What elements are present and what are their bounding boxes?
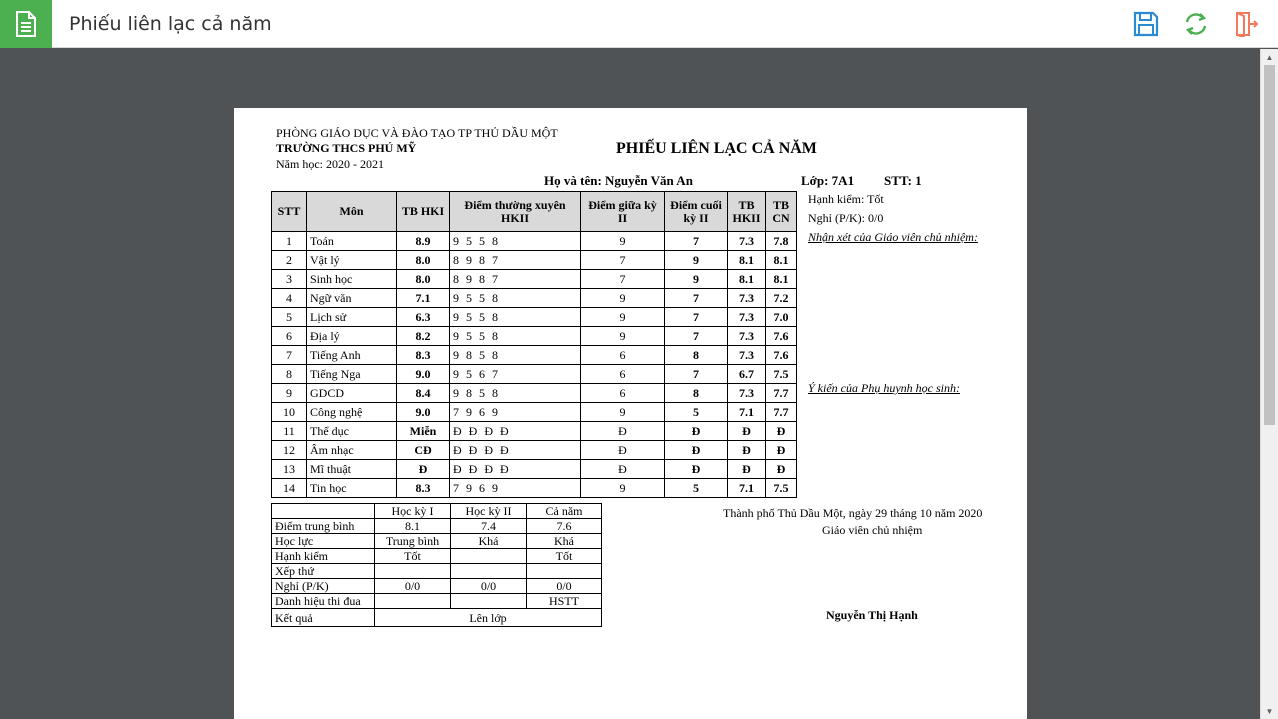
table-cell: Đ [766,441,797,460]
summary-cell: Trung bình [375,534,451,549]
summary-cell: Tốt [375,549,451,564]
table-cell: Đ Đ Đ Đ [450,422,581,441]
summary-cell: Tốt [527,549,602,564]
save-button[interactable] [1132,10,1160,38]
table-cell: Đ [665,460,728,479]
summary-row [272,534,602,549]
absence-text: Nghỉ (P/K): 0/0 [808,211,884,225]
table-cell: 7 9 6 9 [450,479,581,498]
col-header: Điểm cuối kỳ II [665,192,728,232]
table-cell: 7.1 [728,479,766,498]
place-date: Thành phố Thủ Dầu Một, ngày 29 tháng 10 năm 2020 [723,506,983,520]
exit-icon [1233,11,1259,37]
table-cell: Mĩ thuật [307,460,397,479]
scroll-down-arrow-icon[interactable]: ▼ [1265,706,1274,716]
table-cell: 9 5 5 8 [450,232,581,251]
table-cell: Đ [665,422,728,441]
summary-cell: Điểm trung bình [272,519,375,534]
summary-cell: Xếp thứ [272,564,375,579]
col-header: Điểm giữa kỳ II [581,192,665,232]
table-cell: 8.1 [728,251,766,270]
table-row [272,365,797,384]
table-cell: 8.4 [397,384,450,403]
summary-cell: Nghỉ (P/K) [272,579,375,594]
table-cell: GDCD [307,384,397,403]
col-header: TB CN [766,192,797,232]
result-row [272,609,602,627]
table-cell: 9 5 6 7 [450,365,581,384]
refresh-icon [1183,11,1209,37]
table-cell: Ngữ văn [307,289,397,308]
summary-cell: Hạnh kiểm [272,549,375,564]
table-cell: 11 [272,422,307,441]
table-cell: 9 [581,403,665,422]
table-cell: 7.7 [766,384,797,403]
report-page [234,108,1027,719]
table-cell: 2 [272,251,307,270]
table-cell: 9.0 [397,403,450,422]
summary-row [272,564,602,579]
document-icon [0,0,52,48]
table-row [272,403,797,422]
table-cell: 7 [665,327,728,346]
table-cell: 8.0 [397,251,450,270]
table-cell: 3 [272,270,307,289]
table-row [272,422,797,441]
table-cell: 7.5 [766,365,797,384]
grades-header-row [272,192,797,232]
summary-cell [375,564,451,579]
table-cell: Thể dục [307,422,397,441]
summary-cell: 7.6 [527,519,602,534]
table-cell: Tiếng Nga [307,365,397,384]
summary-cell: 0/0 [451,579,527,594]
table-cell: 8.9 [397,232,450,251]
table-cell: 8 9 8 7 [450,270,581,289]
table-cell: 8.0 [397,270,450,289]
table-cell: 7.3 [728,327,766,346]
table-cell: 7.3 [728,289,766,308]
summary-row [272,519,602,534]
table-row [272,479,797,498]
table-row [272,289,797,308]
summary-col-header: Học kỳ II [451,504,527,519]
table-cell: Đ [581,441,665,460]
scrollbar-thumb[interactable] [1264,65,1275,425]
table-row [272,232,797,251]
student-stt: STT: 1 [884,173,922,188]
table-cell: 9 [581,479,665,498]
table-row [272,270,797,289]
table-cell: Đ [728,460,766,479]
table-cell: Địa lý [307,327,397,346]
summary-row [272,579,602,594]
table-cell: 9 [581,232,665,251]
table-cell: Âm nhạc [307,441,397,460]
table-cell: 12 [272,441,307,460]
summary-cell: Khá [451,534,527,549]
table-cell: 7 [581,251,665,270]
table-cell: 9 [665,251,728,270]
table-cell: 8 [272,365,307,384]
summary-cell: 7.4 [451,519,527,534]
table-cell: 7.3 [728,308,766,327]
table-cell: 7.6 [766,346,797,365]
table-cell: 9 5 5 8 [450,327,581,346]
table-cell: 5 [665,479,728,498]
table-cell: Công nghệ [307,403,397,422]
table-cell: 10 [272,403,307,422]
table-cell: 14 [272,479,307,498]
summary-cell: Khá [527,534,602,549]
table-cell: 7.0 [766,308,797,327]
signer-name: Nguyễn Thị Hạnh [826,608,918,622]
table-cell: Tiếng Anh [307,346,397,365]
teacher-comment-label: Nhận xét của Giáo viên chủ nhiệm: [808,230,978,244]
table-cell: CĐ [397,441,450,460]
summary-col-header [272,504,375,519]
department-name: PHÒNG GIÁO DỤC VÀ ĐÀO TẠO TP THỦ DẦU MỘT [276,126,558,140]
table-cell: 7.7 [766,403,797,422]
table-cell: 7.6 [766,327,797,346]
col-header: STT [272,192,307,232]
summary-cell: 8.1 [375,519,451,534]
table-cell: Đ [766,422,797,441]
table-cell: 7.2 [766,289,797,308]
table-cell: 7 [665,365,728,384]
school-name: TRƯỜNG THCS PHÚ MỸ [276,141,417,155]
table-cell: 7.1 [397,289,450,308]
table-cell: 9 [272,384,307,403]
table-cell: Đ [581,422,665,441]
summary-cell: 0/0 [527,579,602,594]
summary-cell [451,549,527,564]
table-cell: 7 9 6 9 [450,403,581,422]
table-cell: 6.7 [728,365,766,384]
summary-cell: 0/0 [375,579,451,594]
table-cell: 8 [665,384,728,403]
table-cell: 9 8 5 8 [450,346,581,365]
table-row [272,327,797,346]
table-cell: 5 [665,403,728,422]
col-header: TB HKII [728,192,766,232]
table-row [272,251,797,270]
summary-cell [451,594,527,609]
signer-role: Giáo viên chủ nhiệm [822,523,923,537]
parent-comment-label: Ý kiến của Phụ huynh học sinh: [808,381,960,395]
col-header: Điểm thường xuyên HKII [450,192,581,232]
vertical-scrollbar[interactable] [1260,49,1278,719]
table-cell: Đ Đ Đ Đ [450,441,581,460]
student-class: Lớp: 7A1 [801,173,855,188]
table-cell: 9 [665,270,728,289]
table-cell: 4 [272,289,307,308]
table-cell: 13 [272,460,307,479]
result-label: Kết quả [272,609,375,627]
table-cell: Sinh học [307,270,397,289]
table-cell: 1 [272,232,307,251]
table-row [272,460,797,479]
summary-cell: HSTT [527,594,602,609]
table-cell: 9 5 5 8 [450,289,581,308]
conduct-text: Hạnh kiểm: Tốt [808,192,884,206]
table-cell: Đ [766,460,797,479]
table-cell: Toán [307,232,397,251]
table-cell: 9 [581,327,665,346]
result-value: Lên lớp [375,609,602,627]
table-cell: 8.3 [397,479,450,498]
table-cell: 8 [665,346,728,365]
summary-cell [375,594,451,609]
scroll-up-arrow-icon[interactable]: ▲ [1265,52,1274,62]
table-cell: 6 [272,327,307,346]
table-cell: Lịch sử [307,308,397,327]
table-cell: 7.3 [728,232,766,251]
refresh-button[interactable] [1182,10,1210,38]
table-cell: Đ Đ Đ Đ [450,460,581,479]
summary-cell [527,564,602,579]
table-cell: Đ [581,460,665,479]
summary-cell: Danh hiệu thi đua [272,594,375,609]
grades-table [271,191,797,498]
table-cell: Đ [665,441,728,460]
table-cell: 9 [581,308,665,327]
table-cell: 7.3 [728,384,766,403]
summary-table [271,503,602,627]
school-year: Năm học: 2020 - 2021 [276,157,384,171]
table-cell: 7 [665,308,728,327]
table-row [272,441,797,460]
table-cell: 5 [272,308,307,327]
table-row [272,308,797,327]
table-cell: 7.3 [728,346,766,365]
exit-button[interactable] [1232,10,1260,38]
table-cell: Đ [728,422,766,441]
table-cell: 9 [581,289,665,308]
table-row [272,346,797,365]
save-icon [1133,11,1159,37]
table-cell: Đ [728,441,766,460]
table-cell: 9 8 5 8 [450,384,581,403]
table-cell: Miễn [397,422,450,441]
summary-col-header: Cả năm [527,504,602,519]
table-cell: 7 [665,232,728,251]
summary-cell: Học lực [272,534,375,549]
summary-header-row [272,504,602,519]
table-cell: 8.3 [397,346,450,365]
summary-row [272,594,602,609]
table-cell: 8 9 8 7 [450,251,581,270]
table-cell: 6 [581,365,665,384]
top-bar [0,0,1278,48]
table-cell: 6 [581,346,665,365]
page-title: Phiếu liên lạc cả năm [69,13,272,35]
table-cell: 7 [665,289,728,308]
table-cell: 7.8 [766,232,797,251]
table-cell: 8.1 [766,251,797,270]
table-cell: 7.5 [766,479,797,498]
table-row [272,384,797,403]
table-cell: 8.2 [397,327,450,346]
col-header: TB HKI [397,192,450,232]
summary-col-header: Học kỳ I [375,504,451,519]
table-cell: 7 [581,270,665,289]
table-cell: Đ [397,460,450,479]
table-cell: 9 5 5 8 [450,308,581,327]
table-cell: 7.1 [728,403,766,422]
summary-cell [451,564,527,579]
table-cell: 6.3 [397,308,450,327]
table-cell: 9.0 [397,365,450,384]
table-cell: 8.1 [766,270,797,289]
col-header: Môn [307,192,397,232]
summary-row [272,549,602,564]
table-cell: 6 [581,384,665,403]
document-title: PHIẾU LIÊN LẠC CẢ NĂM [616,140,817,157]
table-cell: 7 [272,346,307,365]
table-cell: Vật lý [307,251,397,270]
table-cell: Tin học [307,479,397,498]
table-cell: 8.1 [728,270,766,289]
student-name: Họ và tên: Nguyễn Văn An [544,173,693,188]
